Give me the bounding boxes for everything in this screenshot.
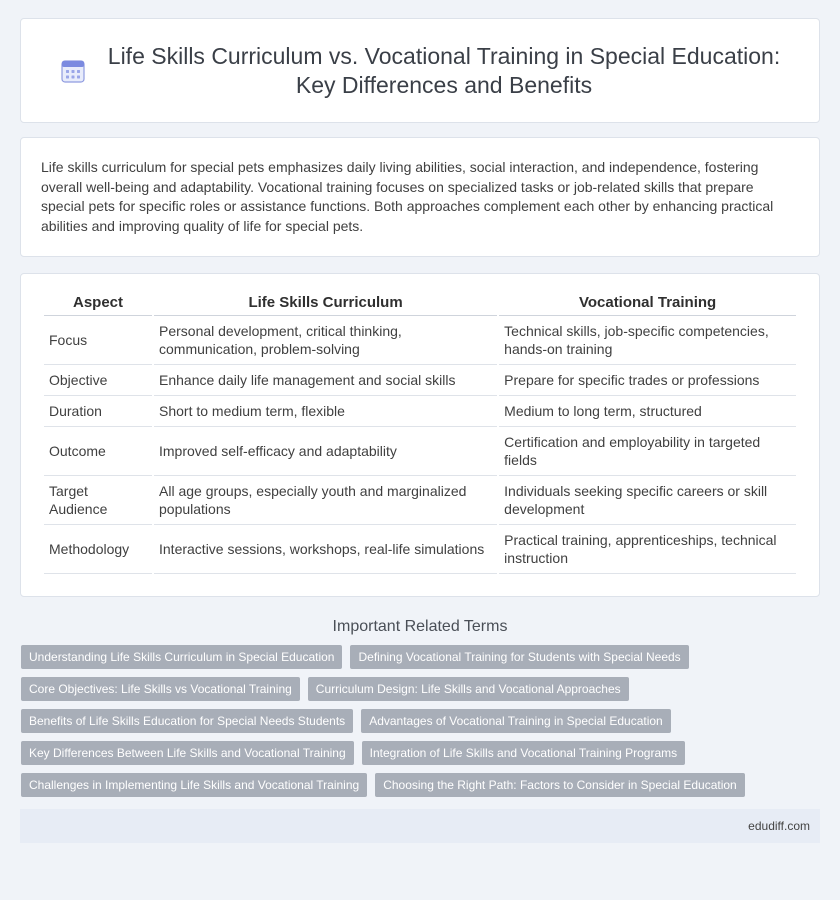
table-cell: Prepare for specific trades or professions (499, 365, 796, 396)
table-cell: Practical training, apprenticeships, technical instruction (499, 525, 796, 574)
page-title-line2: Key Differences and Benefits (295, 71, 593, 98)
table-cell: Objective (44, 365, 152, 396)
related-term-tag[interactable]: Key Differences Between Life Skills and Vocational Training (21, 741, 354, 765)
column-header-life-skills: Life Skills Curriculum (154, 286, 497, 316)
column-header-aspect: Aspect (44, 286, 152, 316)
related-term-tag[interactable]: Core Objectives: Life Skills vs Vocational Training (21, 677, 300, 701)
related-term-tag[interactable]: Challenges in Implementing Life Skills and Vocational Training (21, 773, 367, 797)
table-row (44, 476, 796, 525)
related-terms-title: Important Related Terms (332, 618, 508, 635)
footer-site-link[interactable]: edudiff.com (748, 819, 810, 833)
page-title-line1: Life Skills Curriculum vs. Vocational Training in Special Education: (107, 42, 781, 69)
table-cell: Technical skills, job-specific competencies, hands-on training (499, 316, 796, 365)
table-header-row (44, 286, 796, 316)
related-term-tag[interactable]: Integration of Life Skills and Vocational Training Programs (362, 741, 686, 765)
table-cell: Outcome (44, 427, 152, 476)
comparison-card (20, 273, 820, 597)
footer (20, 809, 820, 843)
table-cell: Short to medium term, flexible (154, 396, 497, 427)
table-cell: Medium to long term, structured (499, 396, 796, 427)
related-term-tag[interactable]: Understanding Life Skills Curriculum in Special Education (21, 645, 342, 669)
related-term-tag[interactable]: Advantages of Vocational Training in Special Education (361, 709, 671, 733)
related-term-tag[interactable]: Choosing the Right Path: Factors to Consider in Special Education (375, 773, 745, 797)
comparison-table (42, 286, 798, 574)
table-row (44, 427, 796, 476)
table-row (44, 316, 796, 365)
table-cell: All age groups, especially youth and marginalized populations (154, 476, 497, 525)
related-term-tag[interactable]: Curriculum Design: Life Skills and Vocational Approaches (308, 677, 629, 701)
intro-text: Life skills curriculum for special pets emphasizes daily living abilities, social interaction, and independence, fostering overall well-being and adaptability. Vocational training focuses on specialized tasks or job-related skills that prepare special pets for specific roles or assistance functions. Both approaches complement each other by enhancing practical abilities and improving quality of life for special pets. (41, 159, 774, 234)
table-cell: Individuals seeking specific careers or skill development (499, 476, 796, 525)
table-row (44, 396, 796, 427)
table-cell: Target Audience (44, 476, 152, 525)
table-cell: Methodology (44, 525, 152, 574)
calendar-icon (60, 58, 86, 84)
page-title (108, 42, 780, 100)
table-cell: Personal development, critical thinking, communication, problem-solving (154, 316, 497, 365)
related-terms-list (21, 645, 819, 797)
table-row (44, 525, 796, 574)
table-cell: Enhance daily life management and social skills (154, 365, 497, 396)
column-header-vocational: Vocational Training (499, 286, 796, 316)
table-cell: Focus (44, 316, 152, 365)
header-card (20, 18, 820, 123)
related-term-tag[interactable]: Defining Vocational Training for Students with Special Needs (350, 645, 688, 669)
table-cell: Improved self-efficacy and adaptability (154, 427, 497, 476)
related-term-tag[interactable]: Benefits of Life Skills Education for Special Needs Students (21, 709, 353, 733)
intro-card (20, 137, 820, 257)
table-cell: Duration (44, 396, 152, 427)
table-cell: Interactive sessions, workshops, real-life simulations (154, 525, 497, 574)
table-row (44, 365, 796, 396)
table-cell: Certification and employability in targeted fields (499, 427, 796, 476)
